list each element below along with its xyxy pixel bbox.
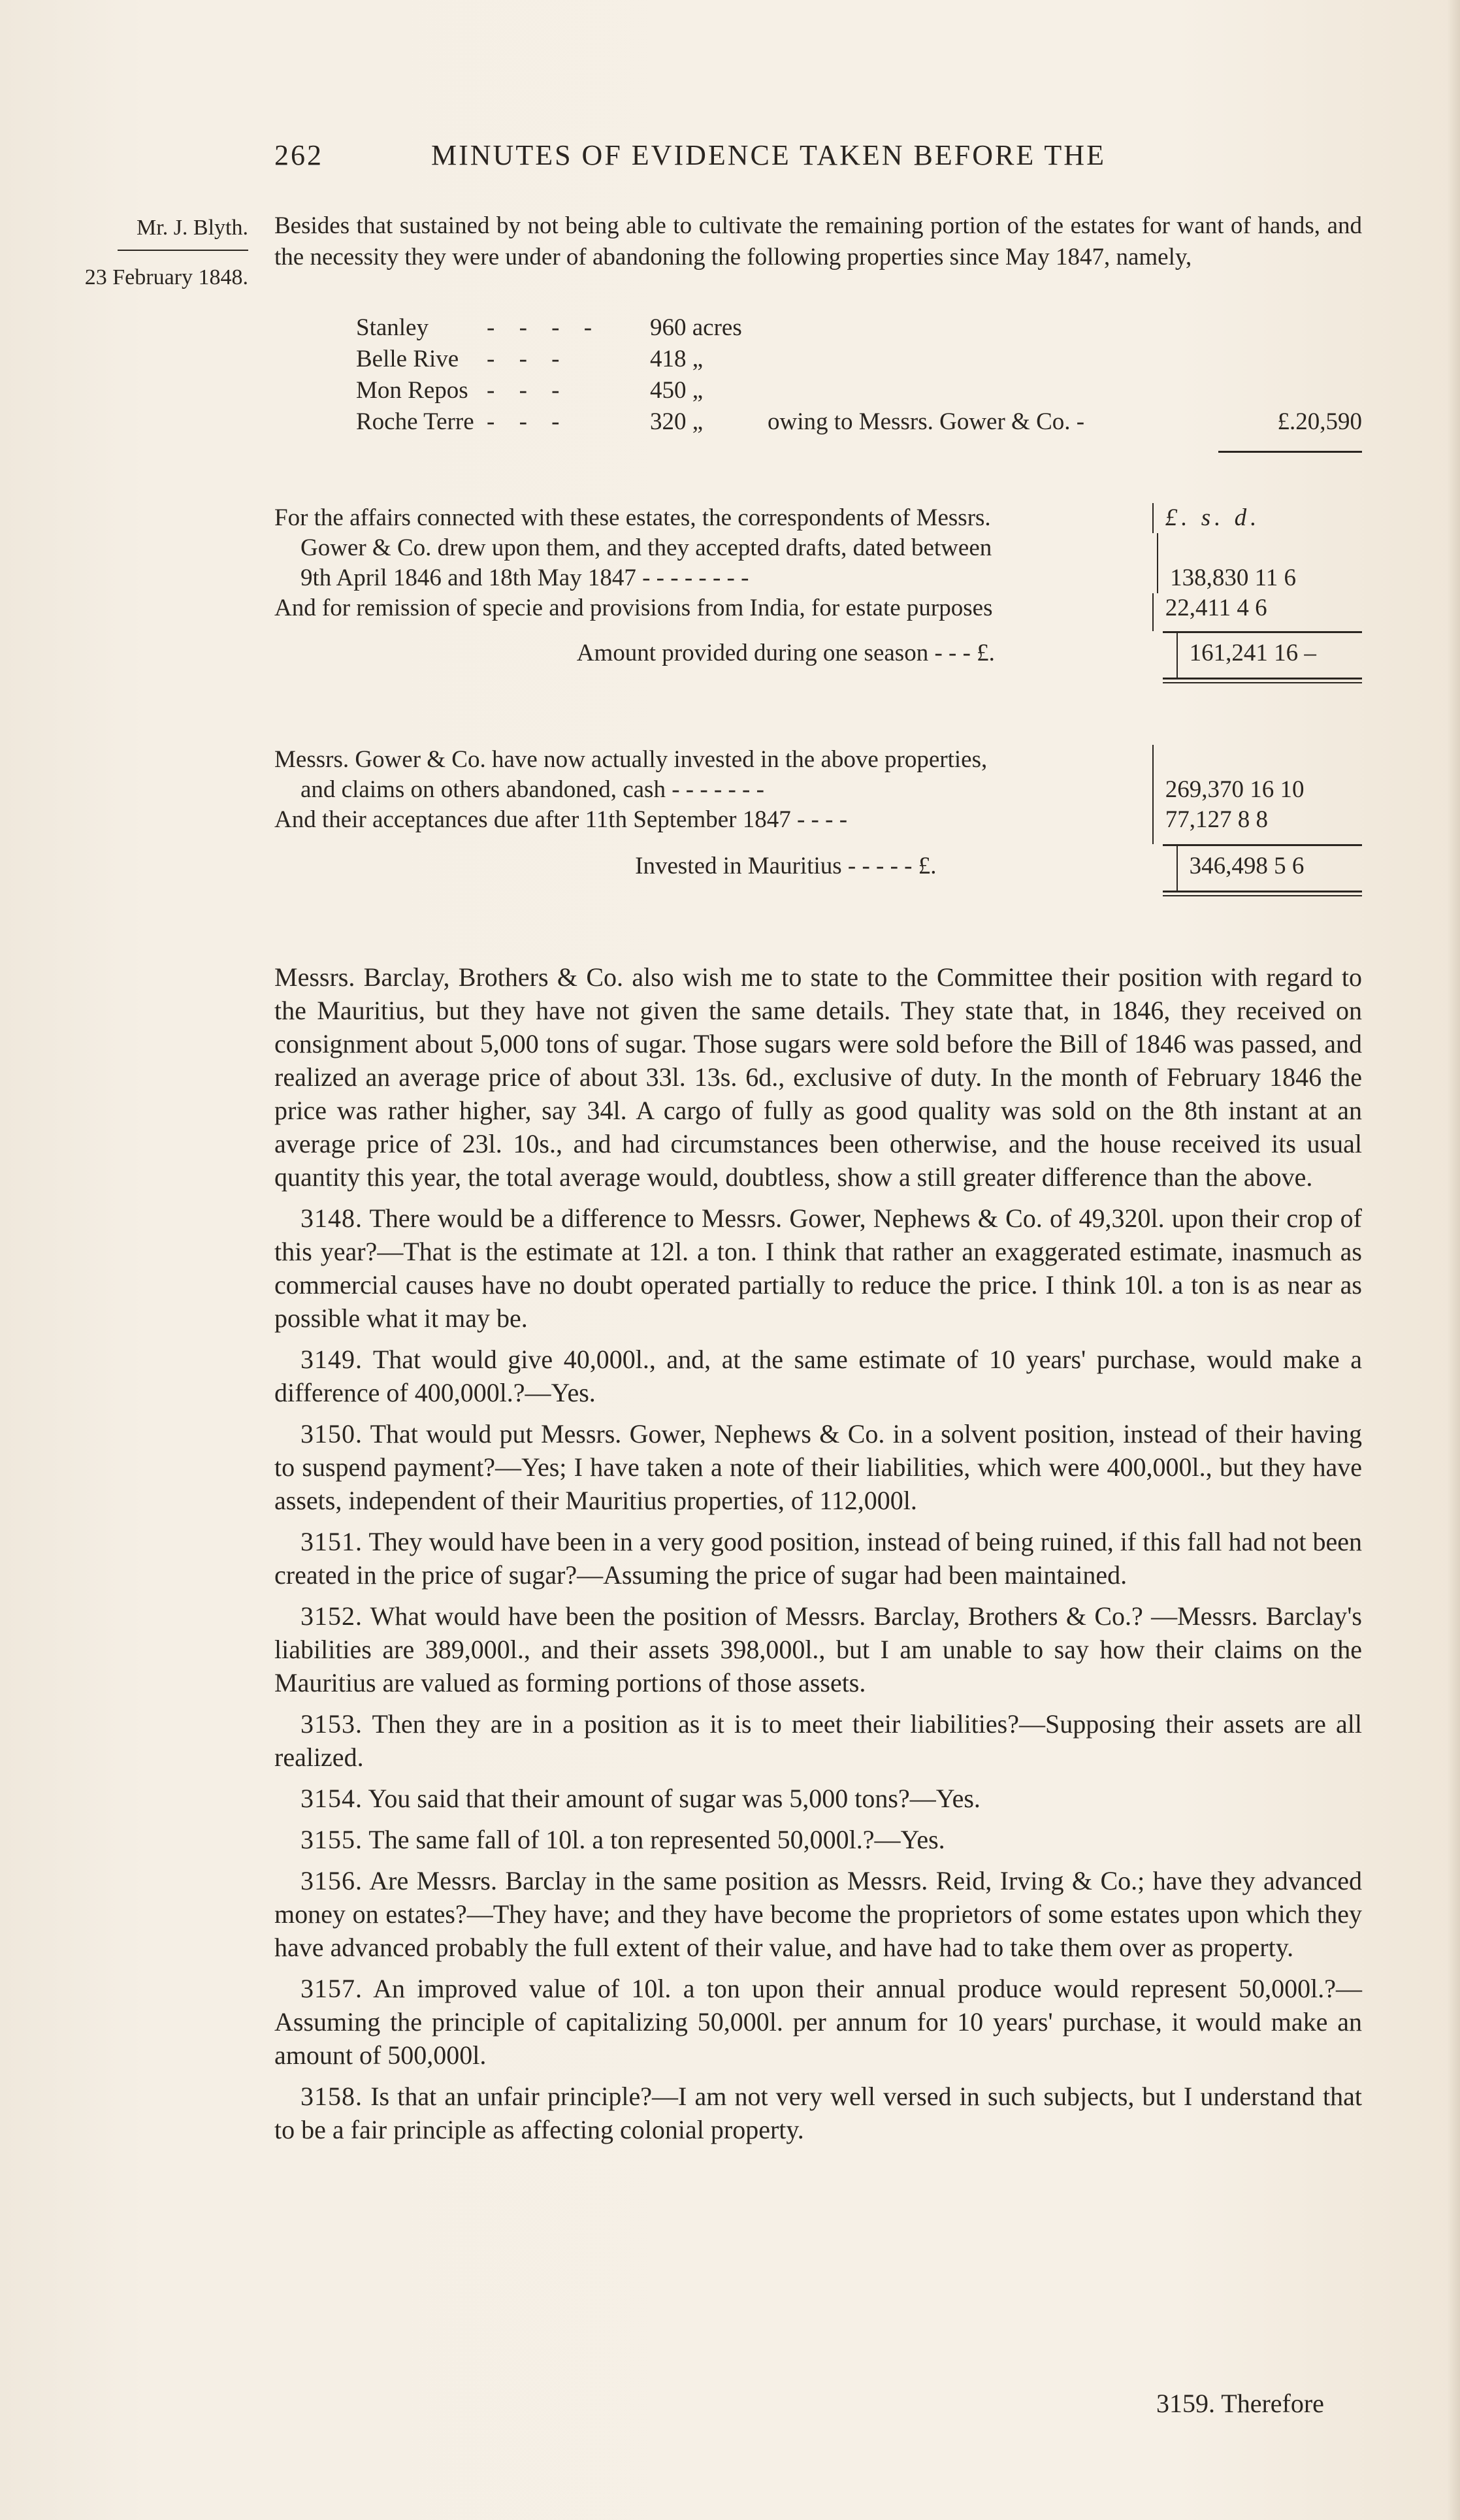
paragraph-text: They would have been in a very good position, instead of being ruined, if this fall had not been created in the price of sugar?—Assuming the price of sugar had been maintained. xyxy=(274,1527,1362,1590)
question-number: 3150. xyxy=(300,1419,363,1448)
ledger-total-label: Amount provided during one season - - - £. xyxy=(576,640,995,666)
ledger-spacer xyxy=(274,835,1362,844)
running-title: MINUTES OF EVIDENCE TAKEN BEFORE THE xyxy=(431,139,1106,171)
paragraph-text: You said that their amount of sugar was 5,000 tons?—Yes. xyxy=(368,1784,981,1813)
ledger-heading-row xyxy=(274,503,1362,533)
ledger-desc-spacer xyxy=(274,835,1152,844)
margin-note xyxy=(39,216,248,290)
ledger-total-amount: 161,241 16 – xyxy=(1176,633,1362,678)
question-number: 3149. xyxy=(300,1345,363,1374)
question-number: 3153. xyxy=(300,1709,363,1739)
paragraph-text: An improved value of 10l. a ton upon their annual produce would represent 50,000l.?—Assuming the principle of capitalizing 50,000l. per annum for 10 years' purchase, it would make an amount of 500,000l. xyxy=(274,1974,1362,2070)
ledger-desc-spacer xyxy=(274,623,1152,631)
paragraph-text: There would be a difference to Messrs. Gower, Nephews & Co. of 49,320l. upon their crop of this year?—That is the estimate at 12l. a ton. I think that rather an exaggerated estimate, inasmuch as commercial causes have no doubt operated partially to reduce the price. I think 10l. a ton is as near as possible what it may be. xyxy=(274,1203,1363,1333)
question-number: 3158. xyxy=(300,2082,363,2111)
margin-rule xyxy=(118,250,248,251)
witness-name: Mr. J. Blyth. xyxy=(137,216,248,240)
catchword: 3159. Therefore xyxy=(1156,2389,1324,2418)
question-paragraph xyxy=(274,1202,1362,1335)
estate-row xyxy=(356,312,1362,344)
question-number: 3151. xyxy=(300,1527,363,1556)
total-rule xyxy=(1163,891,1362,896)
estate-name: Roche Terre xyxy=(356,408,474,435)
question-number: 3148. xyxy=(300,1203,363,1233)
question-paragraph xyxy=(274,1417,1362,1517)
ledger-invested xyxy=(274,745,1362,896)
question-paragraph xyxy=(274,1972,1362,2072)
estate-leader: - - - xyxy=(487,346,569,372)
estate-acres: 320 „ xyxy=(650,408,704,435)
ledger-line: For the affairs connected with these estates, the correspondents of Messrs. xyxy=(274,504,991,531)
page-header xyxy=(274,139,1385,172)
question-paragraph xyxy=(274,1864,1362,1964)
total-rule xyxy=(1163,678,1362,683)
estate-amount: £.20,590 xyxy=(1277,408,1362,435)
ledger-amount xyxy=(1152,745,1362,805)
ledger-total-row xyxy=(274,633,1362,678)
amount-rule xyxy=(1218,451,1362,453)
ledger-desc xyxy=(274,503,1152,533)
currency-heading: £. s. d. xyxy=(1152,503,1362,533)
paragraph-text: Then they are in a position as it is to meet their liabilities?—Supposing their assets are all realized. xyxy=(274,1709,1362,1772)
ledger-amount-value: 77,127 8 8 xyxy=(1152,805,1362,835)
ledger-row xyxy=(274,593,1362,623)
question-paragraph xyxy=(274,1599,1362,1699)
ledger-line: Messrs. Gower & Co. have now actually invested in the above properties, xyxy=(274,746,988,773)
ledger-row xyxy=(274,745,1362,805)
estate-name: Stanley xyxy=(356,314,429,341)
question-number: 3157. xyxy=(300,1974,363,2003)
estate-note: owing to Messrs. Gower & Co. - xyxy=(768,408,1085,435)
ledger-amount-value: 22,411 4 6 xyxy=(1152,593,1362,623)
ledger-total-amount: 346,498 5 6 xyxy=(1176,846,1362,891)
ledger-amount-value: 138,830 11 6 xyxy=(1170,565,1296,591)
ledger-desc: And their acceptances due after 11th September 1847 - - - - xyxy=(274,806,848,833)
ledger-row xyxy=(274,533,1362,593)
estate-name: Belle Rive xyxy=(356,346,459,372)
ledger-line: 9th April 1846 and 18th May 1847 - - - - - - - - xyxy=(300,565,749,591)
estate-acres: 960 acres xyxy=(650,314,742,341)
evidence-body xyxy=(274,960,1362,2154)
question-number: 3152. xyxy=(300,1601,363,1631)
estate-name: Mon Repos xyxy=(356,377,468,404)
intro-paragraph: Besides that sustained by not being able to cultivate the remaining portion of the estates for want of hands, and the necessity they were under of abandoning the following properties since May 1847, namely, xyxy=(274,212,1362,270)
paragraph-text: Messrs. Barclay, Brothers & Co. also wish me to state to the Committee their position with regard to the Mauritius, but they have not given the same details. They state that, in 1846, they received on consignment about 5,000 tons of sugar. Those sugars were sold before the Bill of 1846 was passed, and realized an average price of about 33l. 13s. 6d., exclusive of duty. In the month of February 1846 the price was rather higher, say 34l. A cargo of fully as good quality was sold on the 8th instant at an average price of 23l. 10s., and had circumstances been otherwise, and the house received its usual quantity this year, the total average would, doubtless, show a still greater difference than the above. xyxy=(274,962,1362,1192)
question-number: 3155. xyxy=(300,1825,363,1854)
estate-leader: - - - xyxy=(487,408,569,435)
estate-leader: - - - - xyxy=(487,314,602,341)
ledger-desc xyxy=(274,745,1152,805)
question-paragraph xyxy=(274,2080,1362,2146)
page-edge-shadow xyxy=(1447,0,1460,2520)
estate-list xyxy=(356,312,1362,438)
page-number: 262 xyxy=(274,139,323,171)
ledger-row xyxy=(274,805,1362,835)
ledger-total-label: Invested in Mauritius - - - - - £. xyxy=(635,853,937,879)
question-paragraph xyxy=(274,1343,1362,1409)
question-paragraph xyxy=(274,1525,1362,1592)
paragraph-text: That would put Messrs. Gower, Nephews & Co. in a solvent position, instead of their having to suspend payment?—Yes; I have taken a note of their liabilities, which were 400,000l., but they have assets, independent of their Mauritius properties, of 112,000l. xyxy=(274,1419,1363,1515)
ledger-season xyxy=(274,503,1362,683)
ledger-line: Gower & Co. drew upon them, and they accepted drafts, dated between xyxy=(300,534,992,561)
estate-leader: - - - xyxy=(487,377,569,404)
paragraph-text: The same fall of 10l. a ton represented 50,000l.?—Yes. xyxy=(368,1825,945,1854)
ledger-desc: And for remission of specie and provisions from India, for estate purposes xyxy=(274,595,993,621)
statement-paragraph xyxy=(274,960,1362,1194)
ledger-amount xyxy=(1157,533,1362,593)
question-number: 3154. xyxy=(300,1784,363,1813)
ledger-amount-value: 269,370 16 10 xyxy=(1165,776,1305,803)
question-paragraph xyxy=(274,1707,1362,1774)
paragraph-text: Is that an unfair principle?—I am not very well versed in such subjects, but I understand that to be a fair principle as affecting colonial property. xyxy=(274,2082,1362,2144)
estate-acres: 418 „ xyxy=(650,346,704,372)
question-paragraph xyxy=(274,1782,1362,1815)
paragraph-text: That would give 40,000l., and, at the same estimate of 10 years' purchase, would make a difference of 400,000l.?—Yes. xyxy=(274,1345,1362,1407)
estate-row xyxy=(356,344,1362,375)
ledger-line: and claims on others abandoned, cash - - - - - - - xyxy=(300,776,764,803)
estate-acres: 450 „ xyxy=(650,377,704,404)
paragraph-text: Are Messrs. Barclay in the same position as Messrs. Reid, Irving & Co.; have they advanced money on estates?—They have; and they have become the proprietors of some estates upon which they have advanced probably the full extent of their value, and have had to take them over as property. xyxy=(274,1866,1362,1962)
hearing-date: 23 February 1848. xyxy=(84,265,248,289)
paragraph-text: What would have been the position of Messrs. Barclay, Brothers & Co.? —Messrs. Barclay's liabilities are 389,000l., and their assets 398,000l., but I am unable to say how their claims on the Mauritius are valued as forming portions of those assets. xyxy=(274,1601,1362,1697)
estate-row xyxy=(356,406,1362,438)
question-paragraph xyxy=(274,1823,1362,1856)
estate-row xyxy=(356,375,1362,406)
ledger-total-row xyxy=(274,846,1362,891)
ledger-amt-spacer xyxy=(1152,835,1362,844)
ledger-desc xyxy=(274,533,1157,593)
ledger-amt-spacer xyxy=(1152,623,1362,631)
question-number: 3156. xyxy=(300,1866,363,1895)
ledger-spacer xyxy=(274,623,1362,631)
